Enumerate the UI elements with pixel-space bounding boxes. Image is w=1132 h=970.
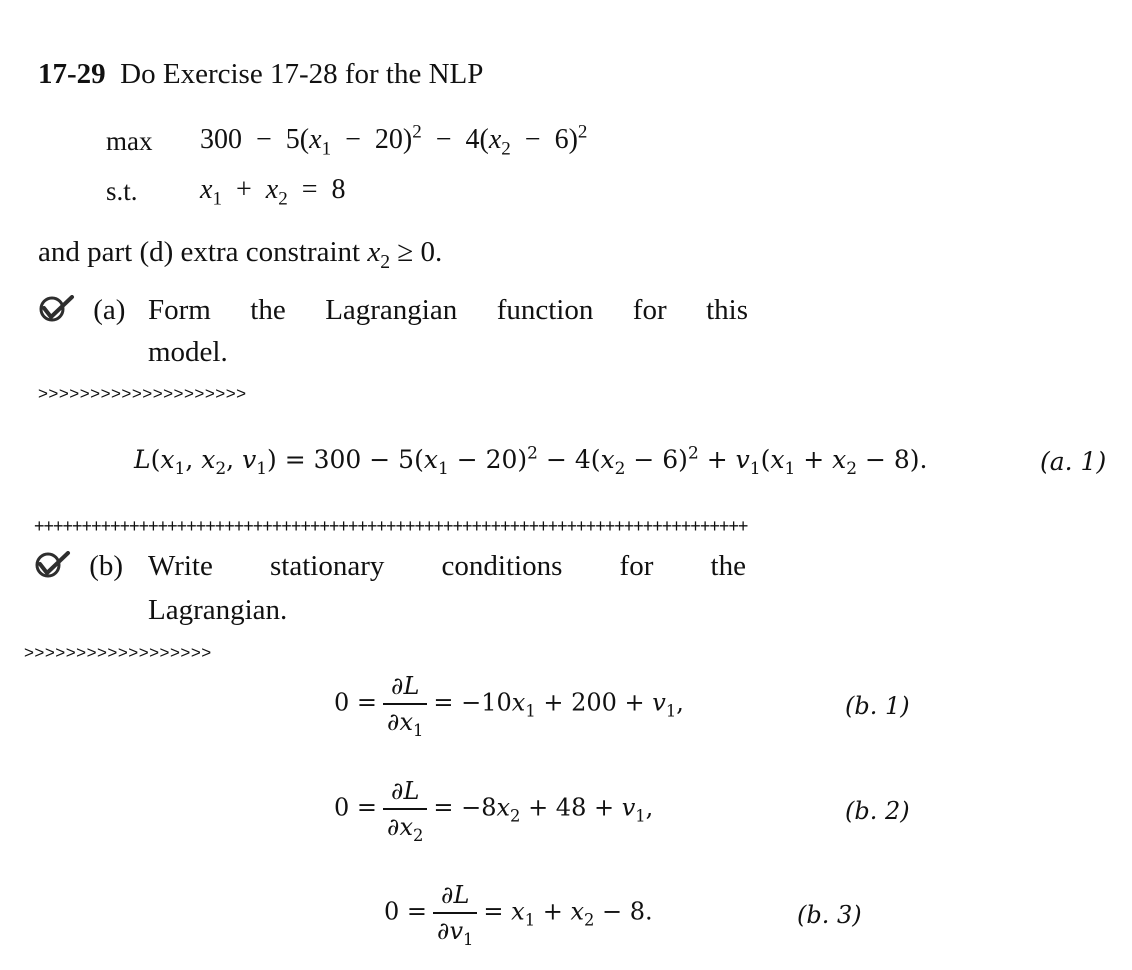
stationary-equation-b1: 0 = $\frac{\partial L}{\partial x_1}$ = $-10x_1 + 200 + v_1$, — [334, 672, 684, 740]
part-a-word: the — [250, 294, 286, 326]
constraint-row — [106, 176, 138, 207]
constraint-label: s.t. — [106, 176, 138, 206]
exercise-heading — [38, 58, 483, 91]
part-b-word: Write — [148, 550, 213, 582]
objective-row — [106, 126, 153, 157]
part-a-line1 — [148, 294, 748, 327]
extra-constraint-note: and part (d) extra constraint $x_2 \ge 0$. — [38, 236, 443, 273]
objective-expression: $300 - 5(x_1 - 20)^2 - 4(x_2 - 6)^2$ — [200, 121, 588, 160]
exercise-number: 17-29 — [38, 58, 106, 90]
section-separator: +++++++++++++++++++++++++++++++++++++++++++++++++++++++++++++++++++++++++++ — [34, 516, 748, 536]
part-b-word: conditions — [441, 550, 563, 582]
stationary-equation-b2: 0 = $\frac{\partial L}{\partial x_2}$ = $-8x_2 + 48 + v_1$, — [334, 777, 654, 845]
equation-tag-a1: (a. 1) — [1040, 447, 1107, 476]
part-a-question — [38, 294, 125, 327]
checkmark-icon — [34, 551, 74, 579]
constraint-expression: $x_1 + x_2 = 8$ — [200, 174, 346, 210]
part-a-word: function — [496, 294, 594, 326]
checkmark-icon — [38, 295, 78, 323]
part-b-answer-marker: >>>>>>>>>>>>>>>>>> — [24, 643, 212, 662]
stationary-equation-b3: 0 = $\frac{\partial L}{\partial v_1}$ = $x_1 + x_2 - 8$. — [384, 881, 653, 949]
part-b-label: (b) — [89, 550, 124, 582]
part-a-word: for — [632, 294, 667, 326]
part-a-line2: model. — [148, 336, 228, 368]
equation-tag-b2: (b. 2) — [845, 797, 910, 825]
note-suffix: 0. — [420, 236, 443, 268]
part-a-label: (a) — [93, 294, 126, 326]
part-a-answer-marker: >>>>>>>>>>>>>>>>>>>> — [38, 384, 247, 403]
part-b-question — [34, 550, 123, 583]
part-a-word: this — [706, 294, 748, 326]
part-a-word: Lagrangian — [325, 294, 458, 326]
objective-label: max — [106, 126, 153, 156]
part-b-word: stationary — [270, 550, 385, 582]
part-b-line2: Lagrangian. — [148, 594, 288, 626]
exercise-title: Do Exercise 17-28 for the NLP — [120, 58, 484, 90]
lagrangian-equation: $L(x_1$, $x_2$, $v_1) = 300 - 5(x_1 - 20)^2 - 4(x_2 - 6)^2 + v_1(x_1 + x_2 - 8)$. — [134, 443, 928, 479]
part-a-word: Form — [148, 294, 211, 326]
part-b-line1 — [148, 550, 746, 583]
equation-tag-b1: (b. 1) — [845, 692, 910, 720]
part-b-word: for — [619, 550, 654, 582]
note-prefix: and part (d) extra constraint — [38, 236, 361, 268]
part-b-word: the — [710, 550, 746, 582]
equation-tag-b3: (b. 3) — [797, 901, 862, 929]
